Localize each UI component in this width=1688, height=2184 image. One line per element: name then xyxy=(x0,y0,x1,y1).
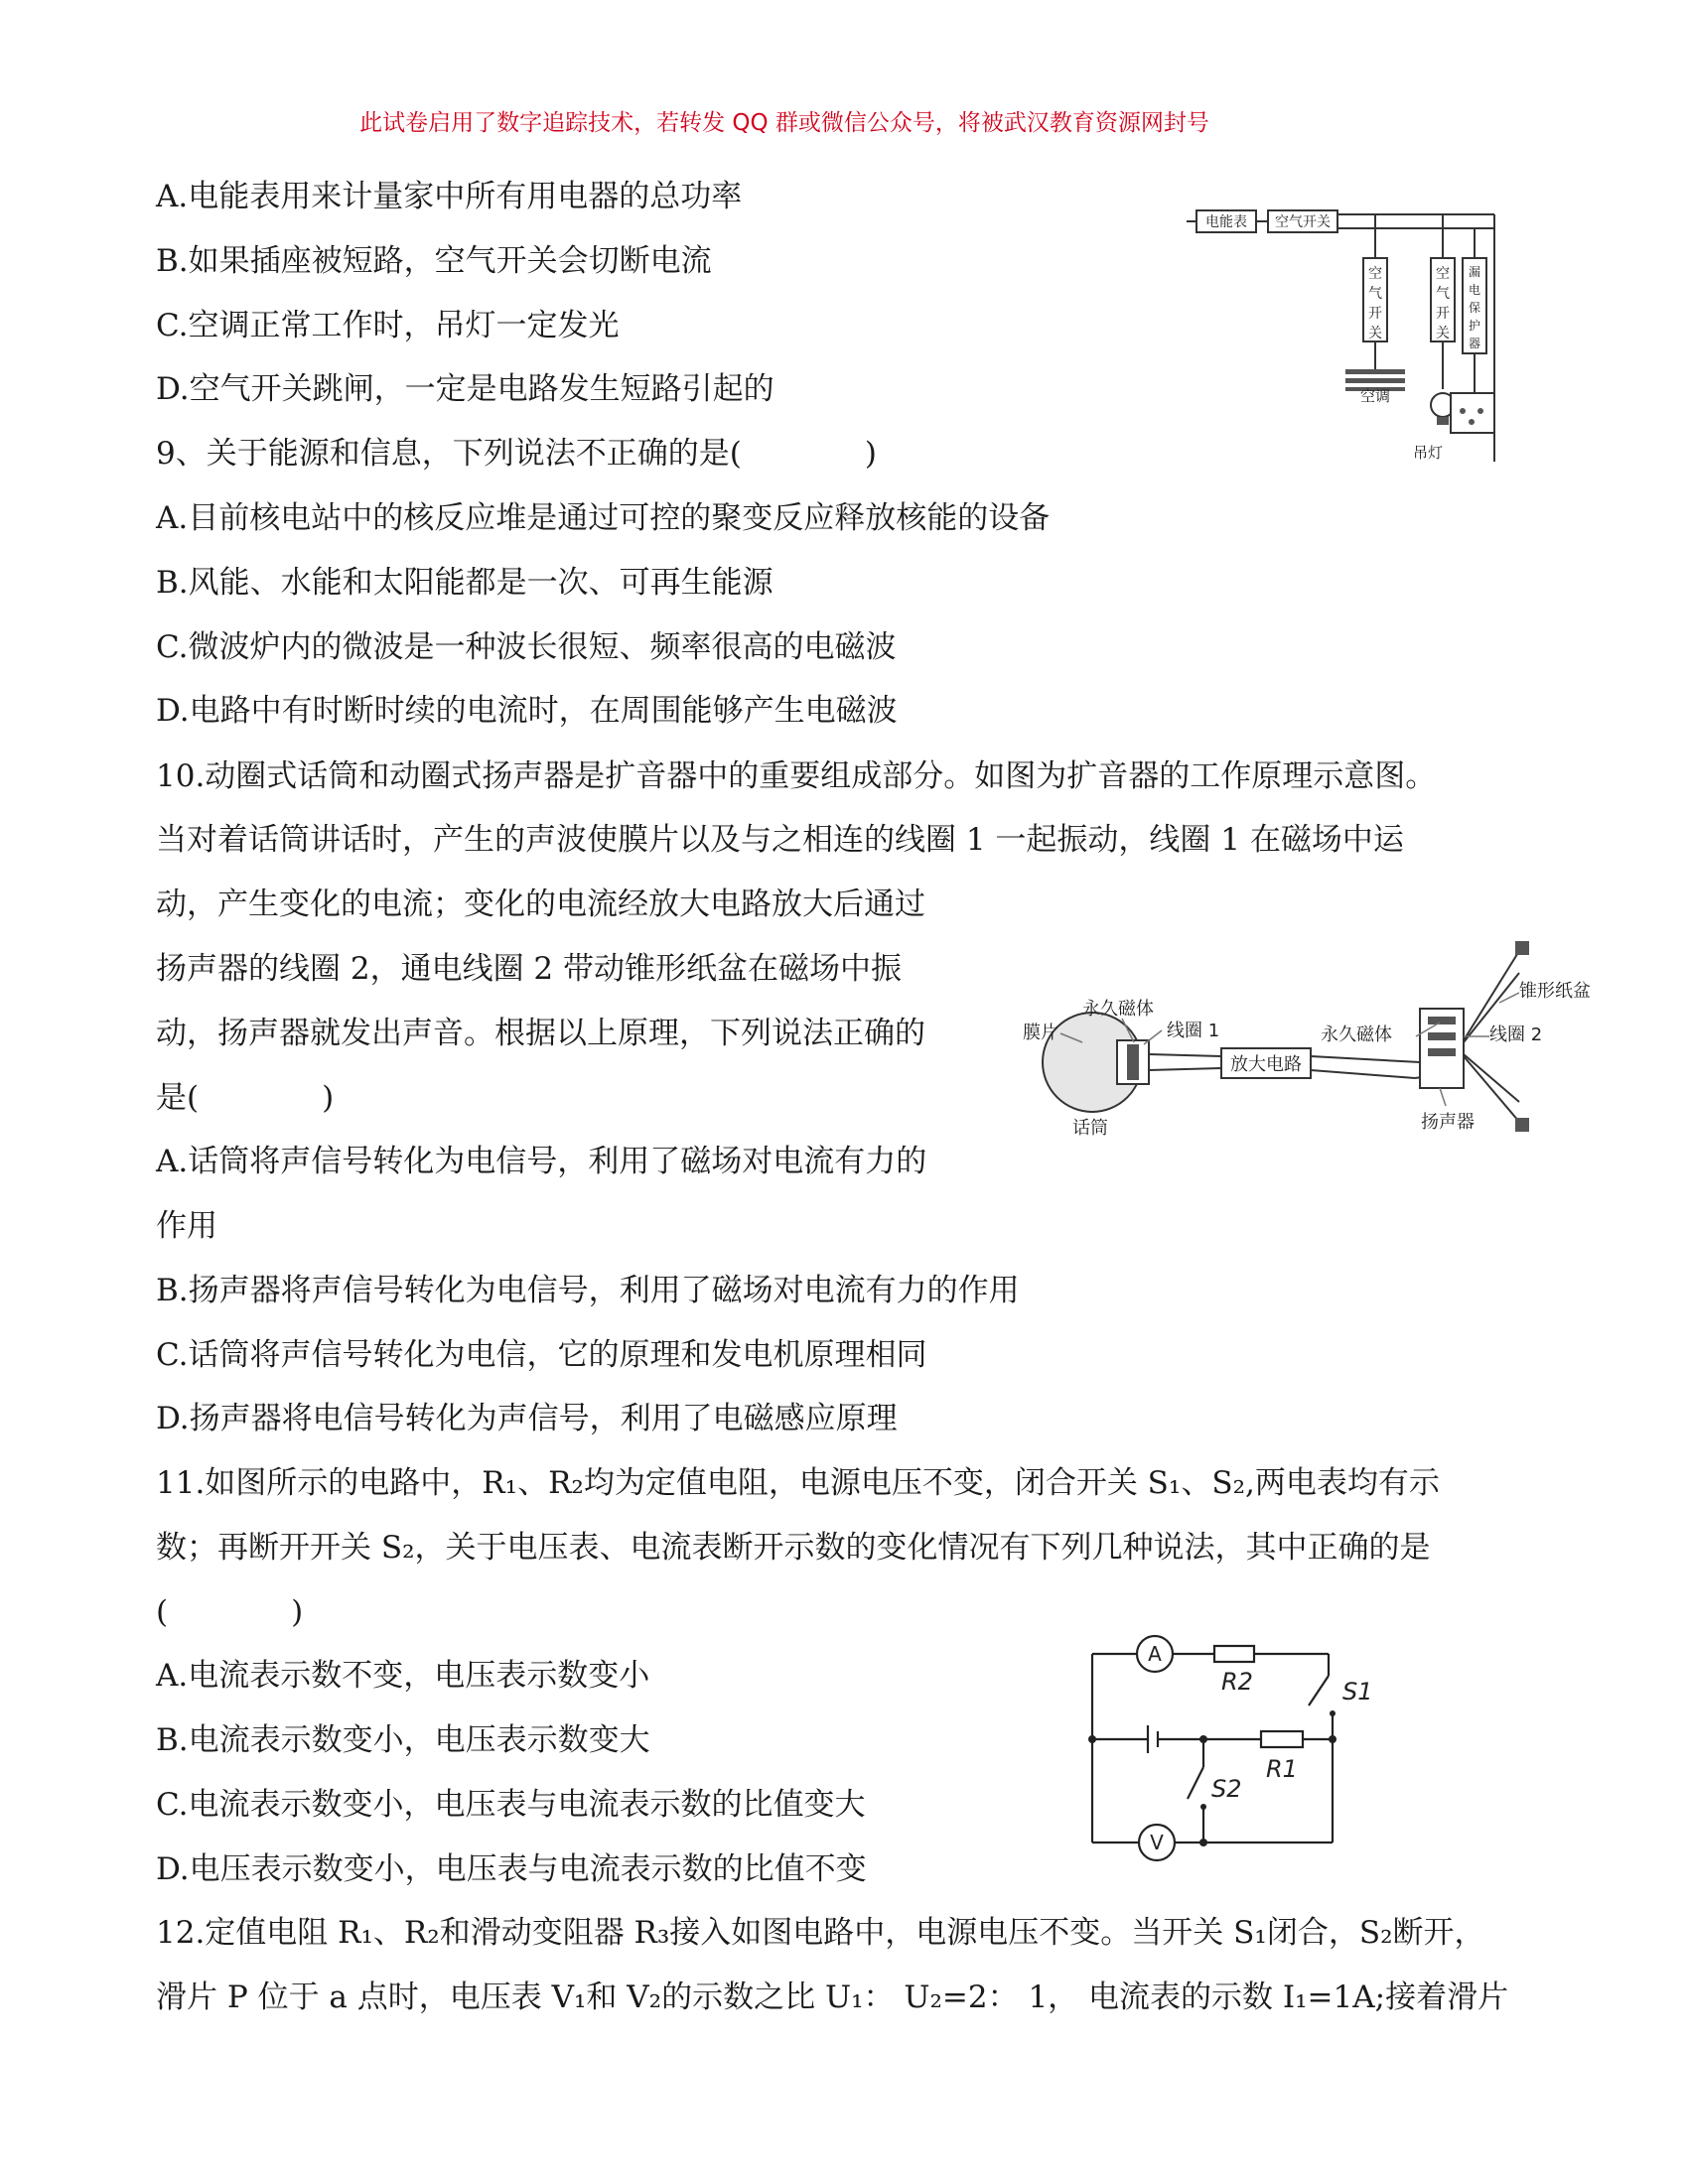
coil2-label: 线圈 2 xyxy=(1489,1024,1543,1045)
q10-stem-line-3: 动，产生变化的电流；变化的电流经放大电路放大后通过 xyxy=(156,887,925,922)
switch-b-char-2: 气 xyxy=(1436,286,1450,302)
household-circuit-figure xyxy=(1187,199,1514,472)
q8-option-a: A.电能表用来计量家中所有用电器的总功率 xyxy=(156,179,743,214)
protector-char-3: 保 xyxy=(1468,301,1481,315)
switch-a-char-3: 开 xyxy=(1368,306,1382,322)
q10-option-c: C.话筒将声信号转化为电信，它的原理和发电机原理相同 xyxy=(156,1337,927,1373)
q8-option-d: D.空气开关跳闸，一定是电路发生短路引起的 xyxy=(156,371,774,407)
protector-char-2: 电 xyxy=(1468,283,1481,297)
mic-label: 话筒 xyxy=(1072,1118,1108,1139)
switch-b-char-4: 关 xyxy=(1436,326,1450,341)
tracking-banner: 此试卷启用了数字追踪技术，若转发 QQ 群或微信公众号，将被武汉教育资源网封号 xyxy=(359,110,1209,136)
magnet2-label: 永久磁体 xyxy=(1321,1024,1392,1045)
q10-stem-line-5: 动，扬声器就发出声音。根据以上原理，下列说法正确的 xyxy=(156,1016,925,1051)
amplifier-principle-figure xyxy=(1023,933,1599,1152)
magnet1-label: 永久磁体 xyxy=(1082,999,1154,1020)
s1-label: S1 xyxy=(1342,1678,1373,1706)
q9-option-d: D.电路中有时断时续的电流时，在周围能够产生电磁波 xyxy=(156,693,898,729)
ac-label: 空调 xyxy=(1359,387,1391,405)
r2-label: R2 xyxy=(1221,1668,1253,1696)
q10-option-a-line-1: A.话筒将声信号转化为电信号，利用了磁场对电流有力的 xyxy=(156,1144,927,1179)
switch-b-char-1: 空 xyxy=(1436,266,1450,282)
cone-label: 锥形纸盆 xyxy=(1519,981,1591,1002)
coil1-label: 线圈 1 xyxy=(1167,1021,1220,1041)
protector-char-5: 器 xyxy=(1468,337,1481,350)
s2-label: S2 xyxy=(1211,1775,1242,1803)
q10-stem-line-4: 扬声器的线圈 2，通电线圈 2 带动锥形纸盆在磁场中振 xyxy=(156,951,903,987)
lamp-label: 吊灯 xyxy=(1412,444,1444,462)
q9-stem: 9、关于能源和信息，下列说法不正确的是( ) xyxy=(156,436,877,472)
q8-option-b: B.如果插座被短路，空气开关会切断电流 xyxy=(156,243,712,279)
q11-option-c: C.电流表示数变小，电压表与电流表示数的比值变大 xyxy=(156,1787,866,1823)
protector-char-1: 漏 xyxy=(1468,265,1481,279)
q9-option-c: C.微波炉内的微波是一种波长很短、频率很高的电磁波 xyxy=(156,629,897,665)
q12-stem-line-2: 滑片 P 位于 a 点时，电压表 V₁和 V₂的示数之比 U₁： U₂=2： 1， 电流表的示数 I₁=1A;接着滑片 xyxy=(156,1979,1509,2015)
switch-a-char-4: 关 xyxy=(1368,326,1382,341)
membrane-label: 膜片 xyxy=(1023,1023,1058,1043)
q11-stem-line-2: 数；再断开开关 S₂，关于电压表、电流表断开示数的变化情况有下列几种说法，其中正确的是 xyxy=(156,1530,1431,1566)
q9-option-b: B.风能、水能和太阳能都是一次、可再生能源 xyxy=(156,565,774,601)
protector-char-4: 护 xyxy=(1468,319,1481,333)
circuit-figure xyxy=(1082,1628,1390,1866)
q8-option-c: C.空调正常工作时，吊灯一定发光 xyxy=(156,308,620,343)
q10-option-a-line-2: 作用 xyxy=(156,1208,217,1244)
q11-stem-line-3: ( ) xyxy=(156,1594,304,1630)
q10-option-d: D.扬声器将电信号转化为声信号，利用了电磁感应原理 xyxy=(156,1401,898,1436)
q10-stem-line-2: 当对着话筒讲话时，产生的声波使膜片以及与之相连的线圈 1 一起振动，线圈 1 在磁场中运 xyxy=(156,822,1404,858)
switch-b-char-3: 开 xyxy=(1436,306,1450,322)
q10-option-b: B.扬声器将声信号转化为电信号，利用了磁场对电流有力的作用 xyxy=(156,1273,1020,1308)
q10-stem-line-6: 是( ) xyxy=(156,1080,335,1116)
voltmeter-symbol: V xyxy=(1150,1831,1164,1854)
switch-a-char-2: 气 xyxy=(1368,286,1382,302)
q11-stem-line-1: 11.如图所示的电路中，R₁、R₂均为定值电阻，电源电压不变，闭合开关 S₁、S₂,两电表均有示 xyxy=(156,1465,1440,1501)
q9-option-a: A.目前核电站中的核反应堆是通过可控的聚变反应释放核能的设备 xyxy=(156,500,1051,536)
speaker-label: 扬声器 xyxy=(1421,1112,1475,1133)
q11-option-d: D.电压表示数变小，电压表与电流表示数的比值不变 xyxy=(156,1851,867,1887)
main-switch-label: 空气开关 xyxy=(1275,214,1331,230)
q11-option-b: B.电流表示数变小，电压表示数变大 xyxy=(156,1722,650,1758)
r1-label: R1 xyxy=(1266,1755,1298,1783)
switch-a-char-1: 空 xyxy=(1368,266,1382,282)
ammeter-symbol: A xyxy=(1148,1642,1162,1666)
q11-option-a: A.电流表示数不变，电压表示数变小 xyxy=(156,1658,650,1694)
meter-label: 电能表 xyxy=(1205,214,1247,230)
amp-label: 放大电路 xyxy=(1230,1054,1302,1075)
q12-stem-line-1: 12.定值电阻 R₁、R₂和滑动变阻器 R₃接入如图电路中，电源电压不变。当开关 S₁闭合，S₂断开， xyxy=(156,1915,1485,1951)
q10-stem-line-1: 10.动圈式话筒和动圈式扬声器是扩音器中的重要组成部分。如图为扩音器的工作原理示意图。 xyxy=(156,758,1437,794)
